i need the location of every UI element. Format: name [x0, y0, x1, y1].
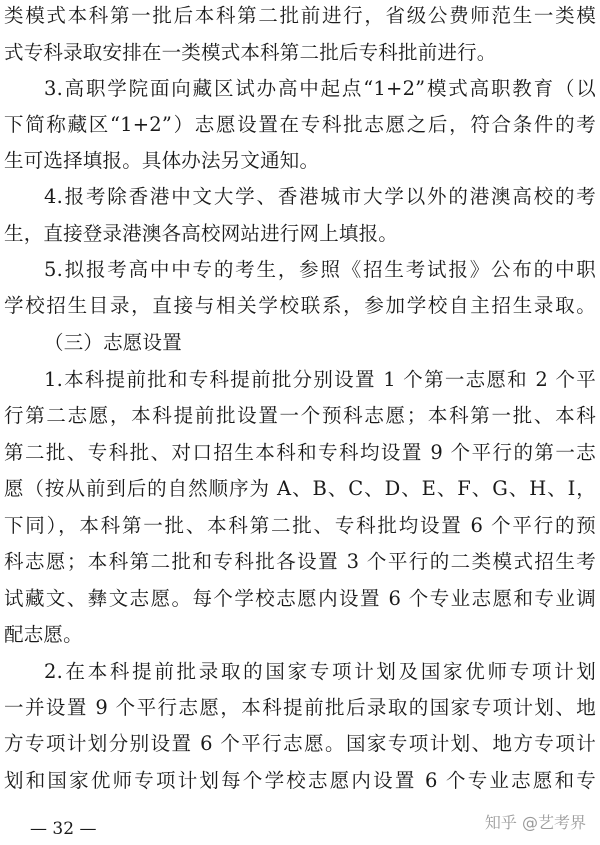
text-line-19: 2.在本科提前批录取的国家专项计划及国家优师专项计划: [44, 660, 596, 683]
text-line-22: 划和国家优师专项计划每个学校志愿内设置 6 个专业志愿和专: [4, 769, 596, 792]
text-line-17: 试藏文、彝文志愿。每个学校志愿内设置 6 个专业志愿和专业调: [4, 587, 596, 610]
watermark-text: 知乎 @艺考界: [484, 813, 586, 832]
text-line-5: 生可选择填报。具体办法另文通知。: [4, 149, 320, 172]
text-line-21: 方专项计划分别设置 6 个平行志愿。国家专项计划、地方专项计: [4, 732, 596, 755]
text-line-4: 下简称藏区“1+2”）志愿设置在专科批志愿之后，符合条件的考: [4, 113, 596, 136]
text-line-13: 第二批、专科批、对口招生本科和专科均设置 9 个平行的第一志: [4, 441, 596, 464]
text-line-14: 愿（按从前到后的自然顺序为 A、B、C、D、E、F、G、H、I，: [4, 477, 596, 500]
text-line-20: 一并设置 9 个平行志愿，本科提前批后录取的国家专项计划、地: [4, 696, 596, 719]
text-line-12: 行第二志愿，本科提前批设置一个预科志愿；本科第一批、本科: [4, 404, 596, 427]
section-heading: （三）志愿设置: [44, 331, 182, 354]
text-line-6: 4.报考除香港中文大学、香港城市大学以外的港澳高校的考: [44, 185, 596, 208]
text-line-15: 下同），本科第一批、本科第二批、专科批均设置 6 个平行的预: [4, 514, 596, 537]
text-line-3: 3.高职学院面向藏区试办高中起点“1+2”模式高职教育（以: [44, 77, 596, 100]
text-line-11: 1.本科提前批和专科提前批分别设置 1 个第一志愿和 2 个平: [44, 368, 596, 391]
page-number: — 32 —: [30, 819, 97, 839]
text-line-1: 类模式本科第一批后本科第二批前进行，省级公费师范生一类模: [4, 4, 596, 27]
text-line-16: 科志愿；本科第二批和专科批各设置 3 个平行的二类模式招生考: [4, 550, 596, 573]
watermark: [485, 812, 586, 834]
text-line-18: 配志愿。: [4, 623, 83, 646]
text-line-8: 5.拟报考高中中专的考生，参照《招生考试报》公布的中职: [44, 258, 596, 281]
text-line-9: 学校招生目录，直接与相关学校联系，参加学校自主招生录取。: [4, 294, 596, 317]
text-line-2: 式专科录取安排在一类模式本科第二批后专科批前进行。: [4, 41, 497, 64]
text-line-7: 生，直接登录港澳各高校网站进行网上填报。: [4, 222, 399, 245]
